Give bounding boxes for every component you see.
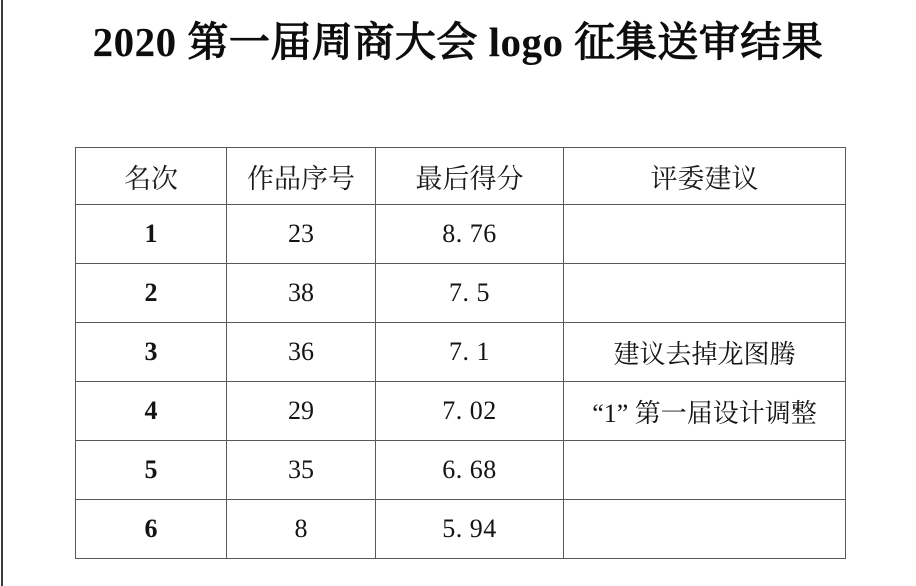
suggestion-cell (564, 264, 846, 323)
score-cell: 7. 02 (376, 382, 564, 441)
suggestion-cell (564, 500, 846, 559)
rank-cell: 5 (76, 441, 227, 500)
entry-no-cell: 23 (227, 205, 376, 264)
rank-cell: 4 (76, 382, 227, 441)
header-rank: 名次 (76, 148, 227, 205)
table-row (76, 500, 846, 559)
score-cell: 6. 68 (376, 441, 564, 500)
rank-cell: 6 (76, 500, 227, 559)
header-score: 最后得分 (376, 148, 564, 205)
table-header-row (76, 148, 846, 205)
score-cell: 8. 76 (376, 205, 564, 264)
header-suggestion: 评委建议 (564, 148, 846, 205)
entry-no-cell: 8 (227, 500, 376, 559)
entry-no-cell: 29 (227, 382, 376, 441)
suggestion-cell (564, 441, 846, 500)
score-cell: 7. 1 (376, 323, 564, 382)
rank-cell: 3 (76, 323, 227, 382)
rank-cell: 2 (76, 264, 227, 323)
entry-no-cell: 38 (227, 264, 376, 323)
header-entry-no: 作品序号 (227, 148, 376, 205)
results-table (75, 147, 846, 559)
entry-no-cell: 36 (227, 323, 376, 382)
score-cell: 5. 94 (376, 500, 564, 559)
table-row (76, 441, 846, 500)
page-edge-line (1, 0, 3, 586)
table-row (76, 205, 846, 264)
suggestion-cell: 建议去掉龙图腾 (564, 323, 846, 382)
document-title: 2020 第一届周商大会 logo 征集送审结果 (92, 19, 824, 65)
suggestion-cell: “1” 第一届设计调整 (564, 382, 846, 441)
table-row (76, 264, 846, 323)
table-row (76, 323, 846, 382)
suggestion-cell (564, 205, 846, 264)
entry-no-cell: 35 (227, 441, 376, 500)
table-row (76, 382, 846, 441)
score-cell: 7. 5 (376, 264, 564, 323)
rank-cell: 1 (76, 205, 227, 264)
